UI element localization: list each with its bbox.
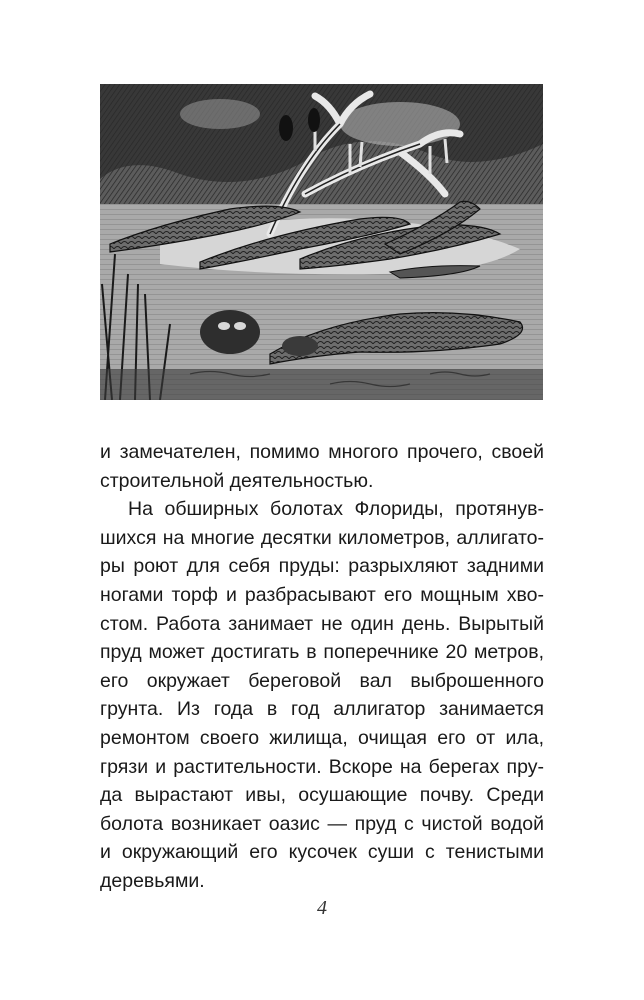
alligator-engraving-illustration: [100, 84, 543, 400]
page-number: 4: [317, 897, 327, 919]
body-text: [100, 438, 544, 896]
text-line: болота возникает оазис — пруд с чистой водой: [100, 812, 544, 835]
text-line: ремонтом своего жилища, очищая его от ила,: [100, 726, 544, 749]
text-line: строительной деятельностью.: [100, 469, 374, 492]
text-line: и замечателен, помимо многого прочего, своей: [100, 441, 544, 463]
text-line: деревьями.: [100, 869, 205, 892]
text-line: шихся на многие десятки километров, аллигато-: [100, 526, 544, 549]
text-line: пруд может достигать в поперечнике 20 метров,: [100, 641, 544, 664]
text-line: ногами торф и разбрасывают его мощным хво-: [100, 583, 544, 606]
text-line: стом. Работа занимает не один день. Вырытый: [100, 612, 544, 635]
text-line: На обширных болотах Флориды, протянув-: [128, 498, 544, 521]
text-line: и окружающий его кусочек суши с тенистыми: [100, 841, 544, 864]
text-line: грунта. Из года в год аллигатор занимается: [100, 698, 544, 721]
text-line: грязи и растительности. Вскоре на берегах пру-: [100, 755, 544, 778]
text-line: ры роют для себя пруды: разрыхляют задними: [100, 555, 544, 578]
text-line: его окружает береговой вал выброшенного: [100, 669, 544, 692]
text-line: да вырастают ивы, осушающие почву. Среди: [100, 784, 544, 807]
engraving-image: [100, 84, 543, 400]
